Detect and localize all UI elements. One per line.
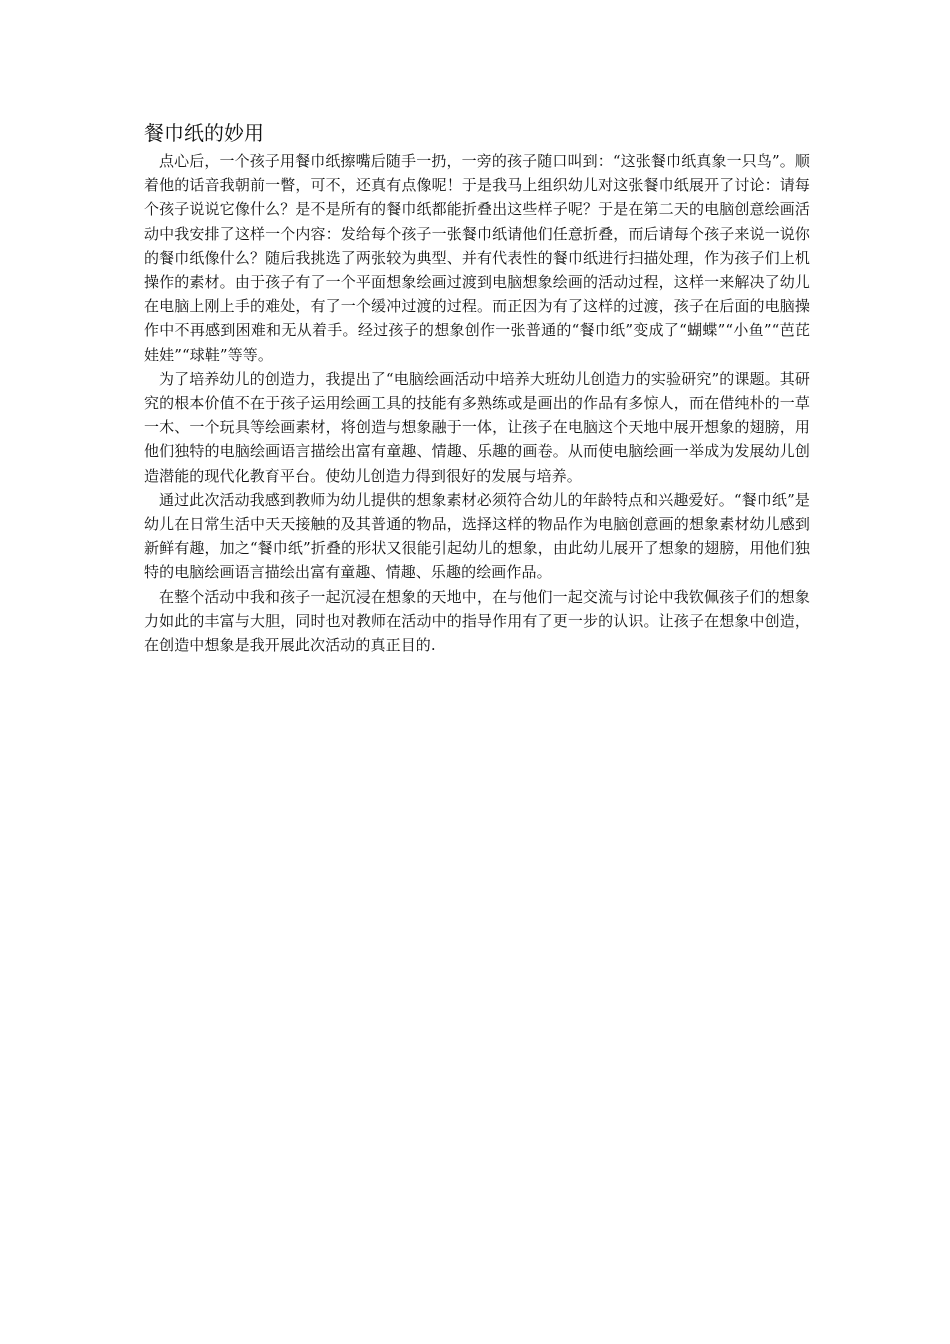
paragraph-3: 通过此次活动我感到教师为幼儿提供的想象素材必须符合幼儿的年龄特点和兴趣爱好。“餐巾纸”是幼儿在日常生活中天天接触的及其普通的物品，选择这样的物品作为电脑创意画的想象素材幼儿感到新鲜有趣，加之“餐巾纸”折叠的形状又很能引起幼儿的想象，由此幼儿展开了想象的翅膀，用他们独特的电脑绘画语言描绘出富有童趣、情趣、乐趣的绘画作品。	[144, 490, 810, 582]
paragraph-4: 在整个活动中我和孩子一起沉浸在想象的天地中，在与他们一起交流与讨论中我钦佩孩子们的想象力如此的丰富与大胆，同时也对教师在活动中的指导作用有了更一步的认识。让孩子在想象中创造，在创造中想象是我开展此次活动的真正目的.	[144, 587, 810, 655]
paragraph-2: 为了培养幼儿的创造力，我提出了“电脑绘画活动中培养大班幼儿创造力的实验研究”的课题。其研究的根本价值不在于孩子运用绘画工具的技能有多熟练或是画出的作品有多惊人，而在借纯朴的一草一木、一个玩具等绘画素材，将创造与想象融于一体，让孩子在电脑这个天地中展开想象的翅膀，用他们独特的电脑绘画语言描绘出富有童趣、情趣、乐趣的画卷。从而使电脑绘画一举成为发展幼儿创造潜能的现代化教育平台。使幼儿创造力得到很好的发展与培养。	[144, 369, 810, 485]
article	[144, 118, 810, 657]
paragraph-1: 点心后，一个孩子用餐巾纸擦嘴后随手一扔，一旁的孩子随口叫到：“这张餐巾纸真象一只鸟”。顺着他的话音我朝前一瞥，可不，还真有点像呢！于是我马上组织幼儿对这张餐巾纸展开了讨论：请每个孩子说说它像什么？是不是所有的餐巾纸都能折叠出这些样子呢？于是在第二天的电脑创意绘画活动中我安排了这样一个内容：发给每个孩子一张餐巾纸请他们任意折叠，而后请每个孩子来说一说你的餐巾纸像什么？随后我挑选了两张较为典型、并有代表性的餐巾纸进行扫描处理，作为孩子们上机操作的素材。由于孩子有了一个平面想象绘画过渡到电脑想象绘画的活动过程，这样一来解决了幼儿在电脑上刚上手的难处，有了一个缓冲过渡的过程。而正因为有了这样的过渡，孩子在后面的电脑操作中不再感到困难和无从着手。经过孩子的想象创作一张普通的“餐巾纸”变成了“蝴蝶”“小鱼”“芭芘娃娃”“球鞋”等等。	[144, 152, 810, 364]
page-title: 餐巾纸的妙用	[144, 121, 264, 145]
